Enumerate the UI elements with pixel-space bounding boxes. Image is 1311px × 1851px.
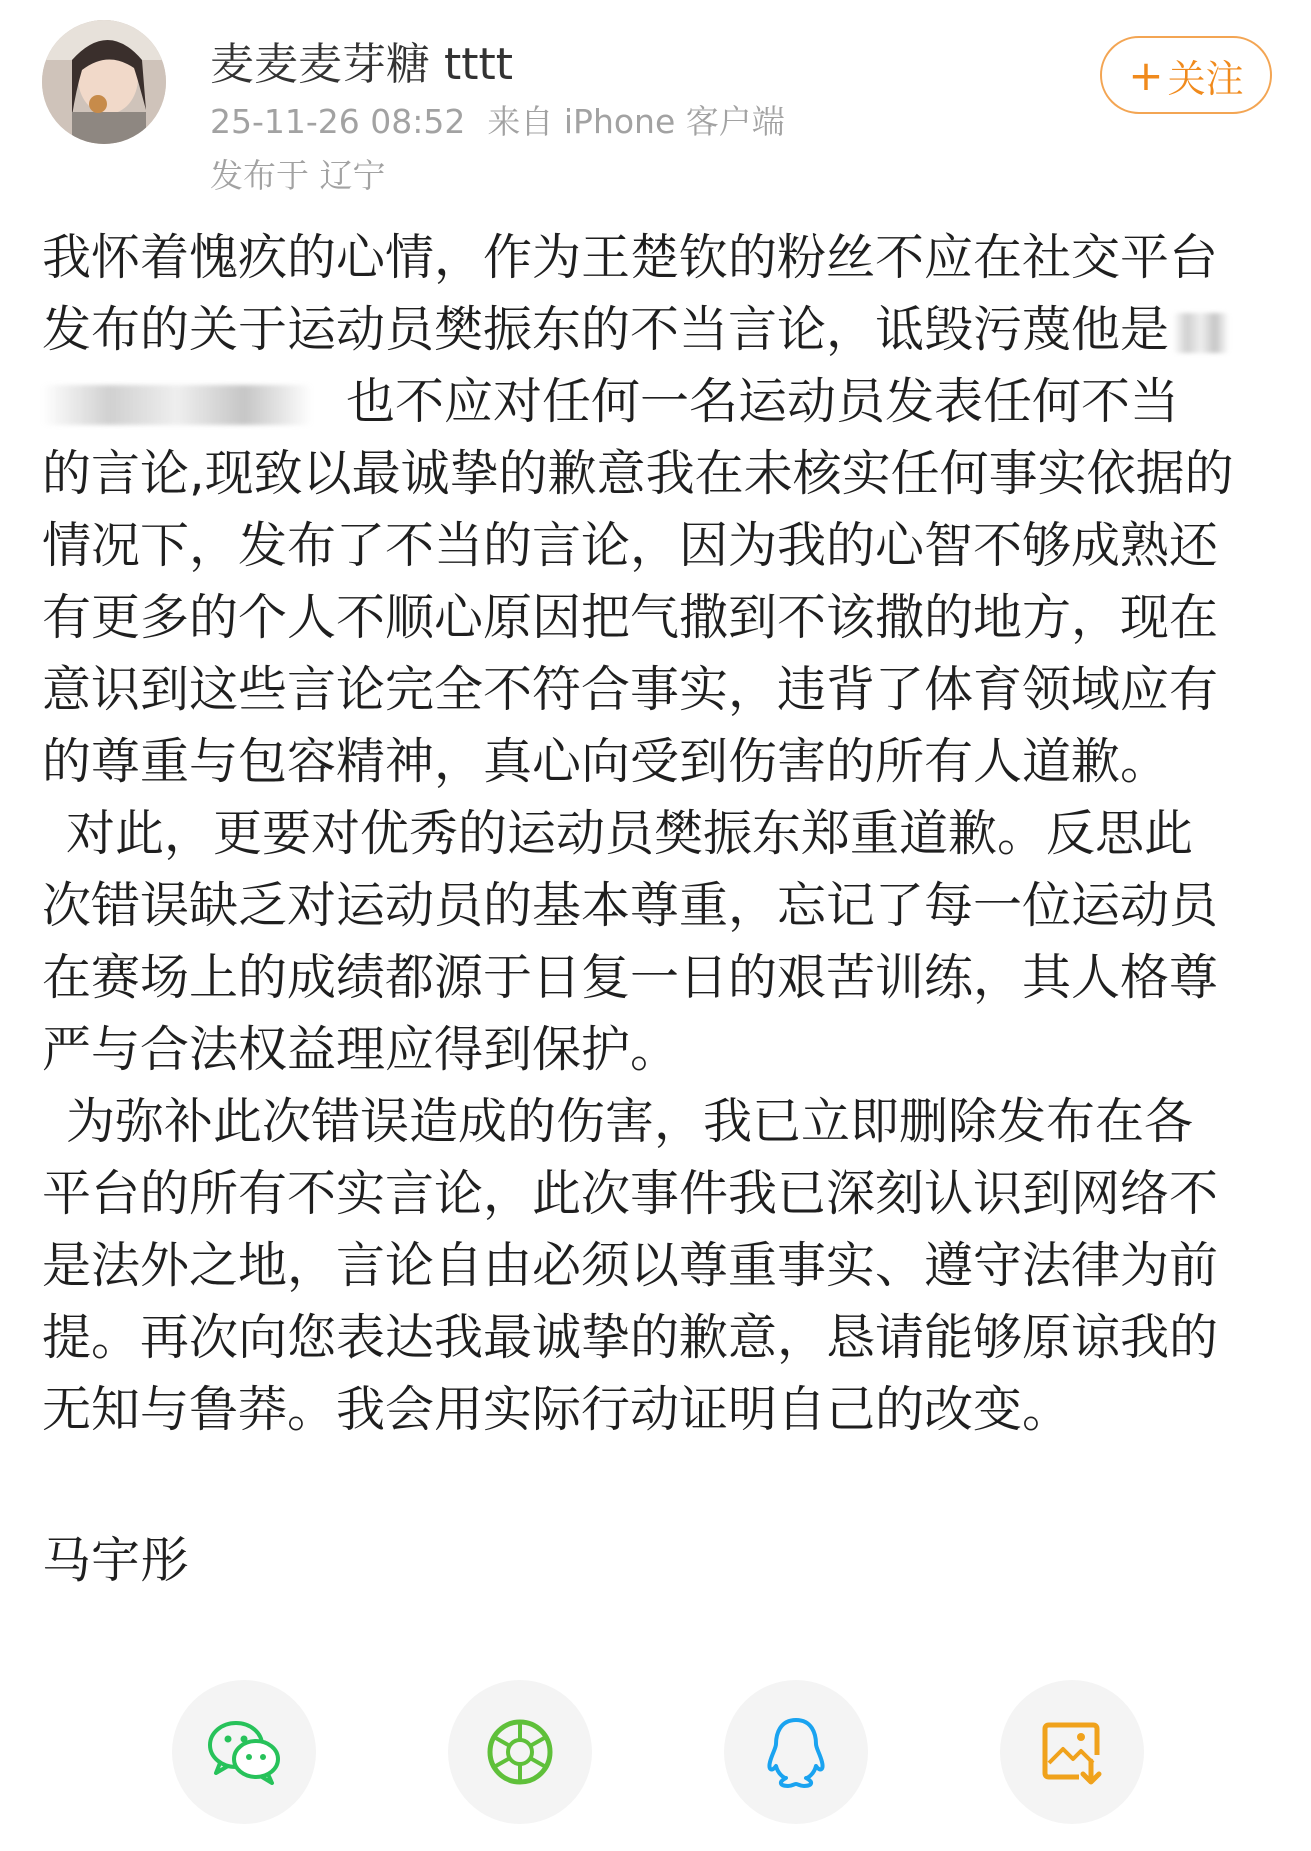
share-bar bbox=[0, 1680, 1311, 1830]
post-line: 无知与鲁莽。我会用实际行动证明自己的改变。 bbox=[42, 1381, 1072, 1438]
follow-label: 关注 bbox=[1167, 56, 1244, 101]
post-source: 来自 iPhone 客户端 bbox=[487, 102, 785, 141]
post-meta bbox=[210, 96, 785, 143]
post-line: 严与合法权益理应得到保护。 bbox=[42, 1021, 680, 1078]
post-line bbox=[42, 294, 1282, 366]
share-qq-button[interactable] bbox=[724, 1680, 868, 1824]
post-body bbox=[42, 222, 1282, 1446]
username[interactable]: 麦麦麦芽糖 tttt bbox=[210, 39, 513, 90]
post-line: 情况下，发布了不当的言论，因为我的心智不够成熟还 bbox=[42, 517, 1219, 574]
post-line: 有更多的个人不顺心原因把气撒到不该撒的地方，现在 bbox=[42, 589, 1219, 646]
post-line: 的尊重与包容精神，真心向受到伤害的所有人道歉。 bbox=[42, 733, 1170, 790]
post-line bbox=[42, 366, 1282, 438]
plus-icon: + bbox=[1128, 50, 1164, 100]
post-line: 是法外之地，言论自由必须以尊重事实、遵守法律为前 bbox=[42, 1237, 1219, 1294]
post-line: 为弥补此次错误造成的伤害，我已立即删除发布在各 bbox=[66, 1093, 1194, 1150]
follow-button[interactable] bbox=[1100, 36, 1272, 114]
avatar[interactable] bbox=[42, 20, 166, 144]
post-line: 对此，更要对优秀的运动员樊振东郑重道歉。反思此 bbox=[66, 805, 1194, 862]
post-location: 发布于 辽宁 bbox=[210, 156, 386, 195]
post-signature: 马宇彤 bbox=[42, 1532, 190, 1589]
qq-icon bbox=[764, 1716, 828, 1788]
share-moments-button[interactable] bbox=[448, 1680, 592, 1824]
save-image-icon bbox=[1039, 1719, 1105, 1785]
share-save-image-button[interactable] bbox=[1000, 1680, 1144, 1824]
post-line: 在赛场上的成绩都源于日复一日的艰苦训练，其人格尊 bbox=[42, 949, 1219, 1006]
moments-icon bbox=[485, 1717, 555, 1787]
post-timestamp: 25-11-26 08:52 bbox=[210, 102, 466, 141]
post-line-text: 也不应对任何一名运动员发表任何不当 bbox=[346, 373, 1180, 430]
post-line: 提。再次向您表达我最诚挚的歉意，恳请能够原谅我的 bbox=[42, 1309, 1219, 1366]
post-line: 的言论,现致以最诚挚的歉意我在未核实任何事实依据的 bbox=[42, 445, 1234, 502]
post-line: 我怀着愧疚的心情，作为王楚钦的粉丝不应在社交平台 bbox=[42, 229, 1219, 286]
redaction-blur bbox=[42, 385, 312, 425]
redaction-blur bbox=[1173, 313, 1229, 353]
post-line-text: 发布的关于运动员樊振东的不当言论，诋毁污蔑他是 bbox=[42, 301, 1170, 358]
post-line: 意识到这些言论完全不符合事实，违背了体育领域应有 bbox=[42, 661, 1219, 718]
post-line: 平台的所有不实言论，此次事件我已深刻认识到网络不 bbox=[42, 1165, 1219, 1222]
wechat-icon bbox=[204, 1717, 284, 1787]
share-wechat-button[interactable] bbox=[172, 1680, 316, 1824]
post-line: 次错误缺乏对运动员的基本尊重，忘记了每一位运动员 bbox=[42, 877, 1219, 934]
